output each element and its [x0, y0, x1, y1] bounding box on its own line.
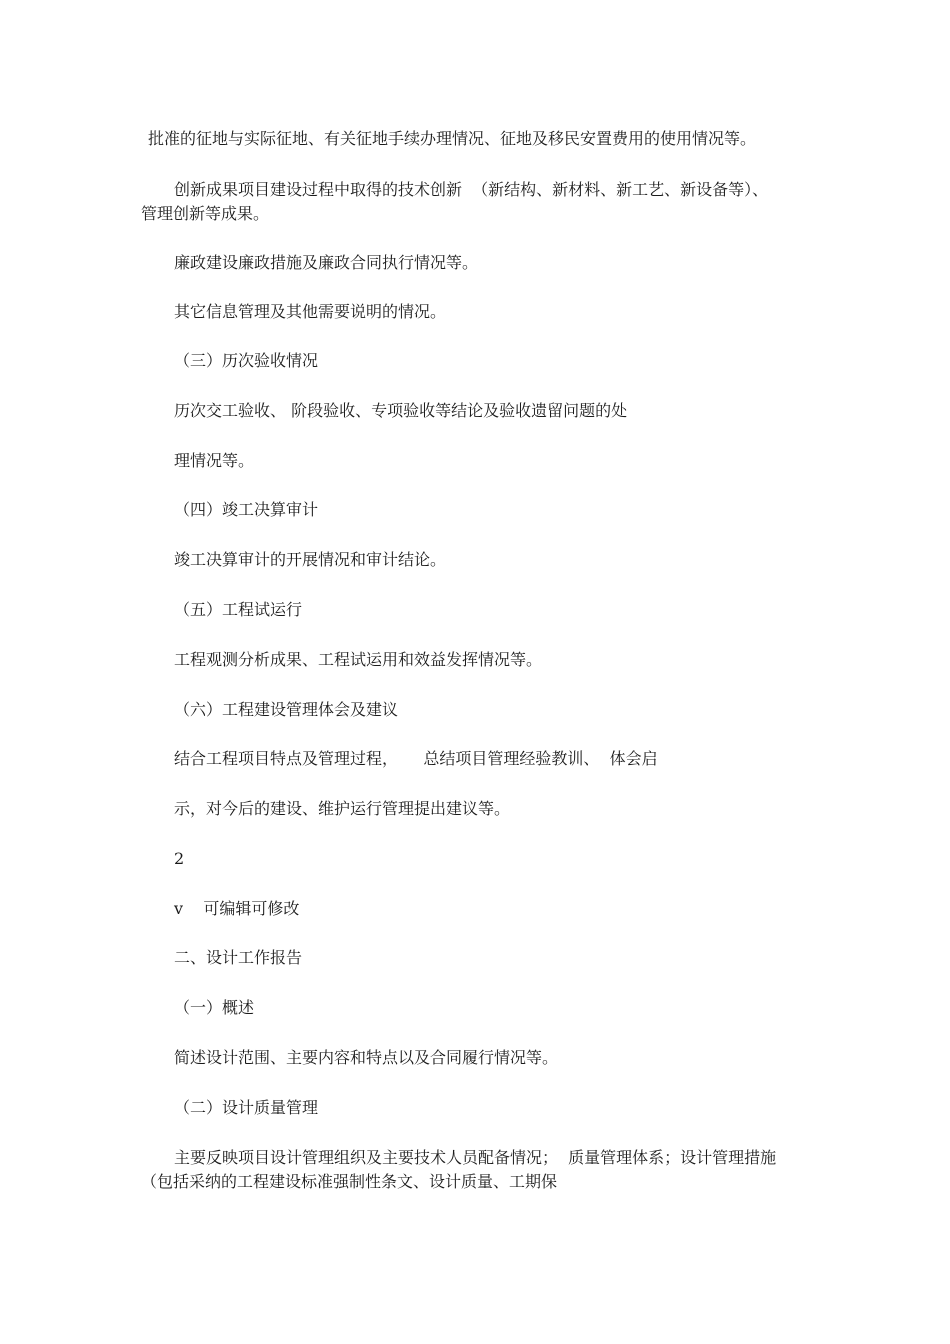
paragraph-innovation-line2: 管理创新等成果。 [141, 204, 270, 223]
heading-final-audit: （四）竣工决算审计 [174, 500, 319, 519]
page-number: 2 [174, 849, 185, 868]
heading-acceptance-history: （三）历次验收情况 [174, 351, 319, 370]
paragraph-acceptance-line2: 理情况等。 [174, 451, 255, 470]
heading-management-experience: （六）工程建设管理体会及建议 [174, 700, 399, 719]
heading-trial-operation: （五）工程试运行 [174, 600, 303, 619]
heading-design-report: 二、设计工作报告 [174, 948, 303, 967]
paragraph-innovation-line1: 创新成果项目建设过程中取得的技术创新 （新结构、新材料、新工艺、新设备等）、 [174, 180, 769, 199]
editable-note: v 可编辑可修改 [174, 899, 300, 918]
paragraph-land-acquisition: 批准的征地与实际征地、有关征地手续办理情况、征地及移民安置费用的使用情况等。 [148, 129, 757, 148]
paragraph-experience-line1: 结合工程项目特点及管理过程， 总结项目管理经验教训、 体会启 [174, 749, 658, 768]
paragraph-design-quality-line1: 主要反映项目设计管理组织及主要技术人员配备情况； 质量管理体系；设计管理措施 [174, 1148, 777, 1167]
paragraph-design-quality-line2: （包括采纳的工程建设标准强制性条文、设计质量、工期保 [141, 1172, 558, 1191]
paragraph-other-info: 其它信息管理及其他需要说明的情况。 [174, 302, 447, 321]
heading-design-quality: （二）设计质量管理 [174, 1098, 319, 1117]
paragraph-acceptance-line1: 历次交工验收、 阶段验收、专项验收等结论及验收遗留问题的处 [174, 401, 628, 420]
paragraph-overview: 简述设计范围、主要内容和特点以及合同履行情况等。 [174, 1048, 559, 1067]
heading-overview: （一）概述 [174, 998, 255, 1017]
paragraph-experience-line2: 示，对今后的建设、维护运行管理提出建议等。 [174, 799, 511, 818]
paragraph-final-audit: 竣工决算审计的开展情况和审计结论。 [174, 550, 447, 569]
paragraph-integrity: 廉政建设廉政措施及廉政合同执行情况等。 [174, 253, 479, 272]
paragraph-trial-operation: 工程观测分析成果、工程试运用和效益发挥情况等。 [174, 650, 543, 669]
